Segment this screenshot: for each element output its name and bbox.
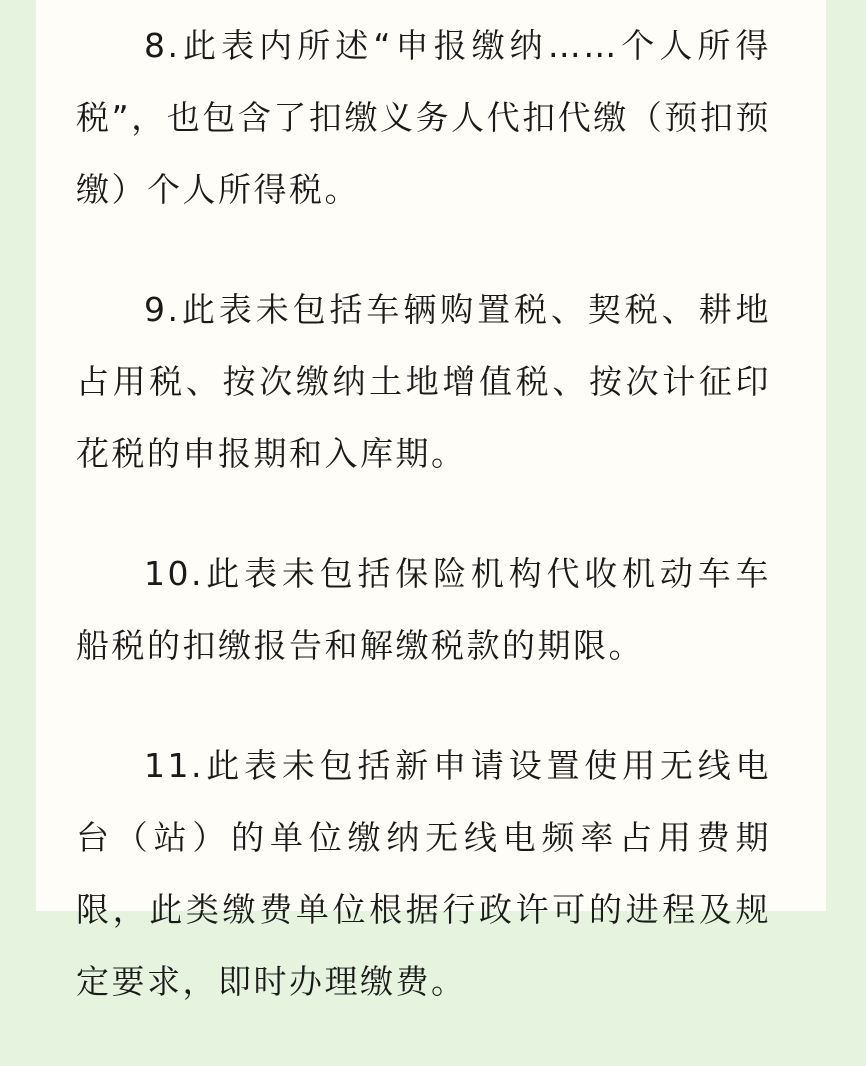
document-page — [36, 0, 826, 1001]
notes-list — [76, 10, 771, 1066]
note-10: 10.此表未包括保险机构代收机动车车船税的扣缴报告和解缴税款的期限。 — [76, 554, 771, 665]
note-8: 8.此表内所述“申报缴纳……个人所得税”，也包含了扣缴义务人代扣代缴（预扣预缴）个人所得税。 — [76, 26, 771, 209]
note-11: 11.此表未包括新申请设置使用无线电台（站）的单位缴纳无线电频率占用费期限，此类缴费单位根据行政许可的进程及规定要求，即时办理缴费。 — [76, 746, 771, 1001]
note-9: 9.此表未包括车辆购置税、契税、耕地占用税、按次缴纳土地增值税、按次计征印花税的申报期和入库期。 — [76, 290, 771, 473]
